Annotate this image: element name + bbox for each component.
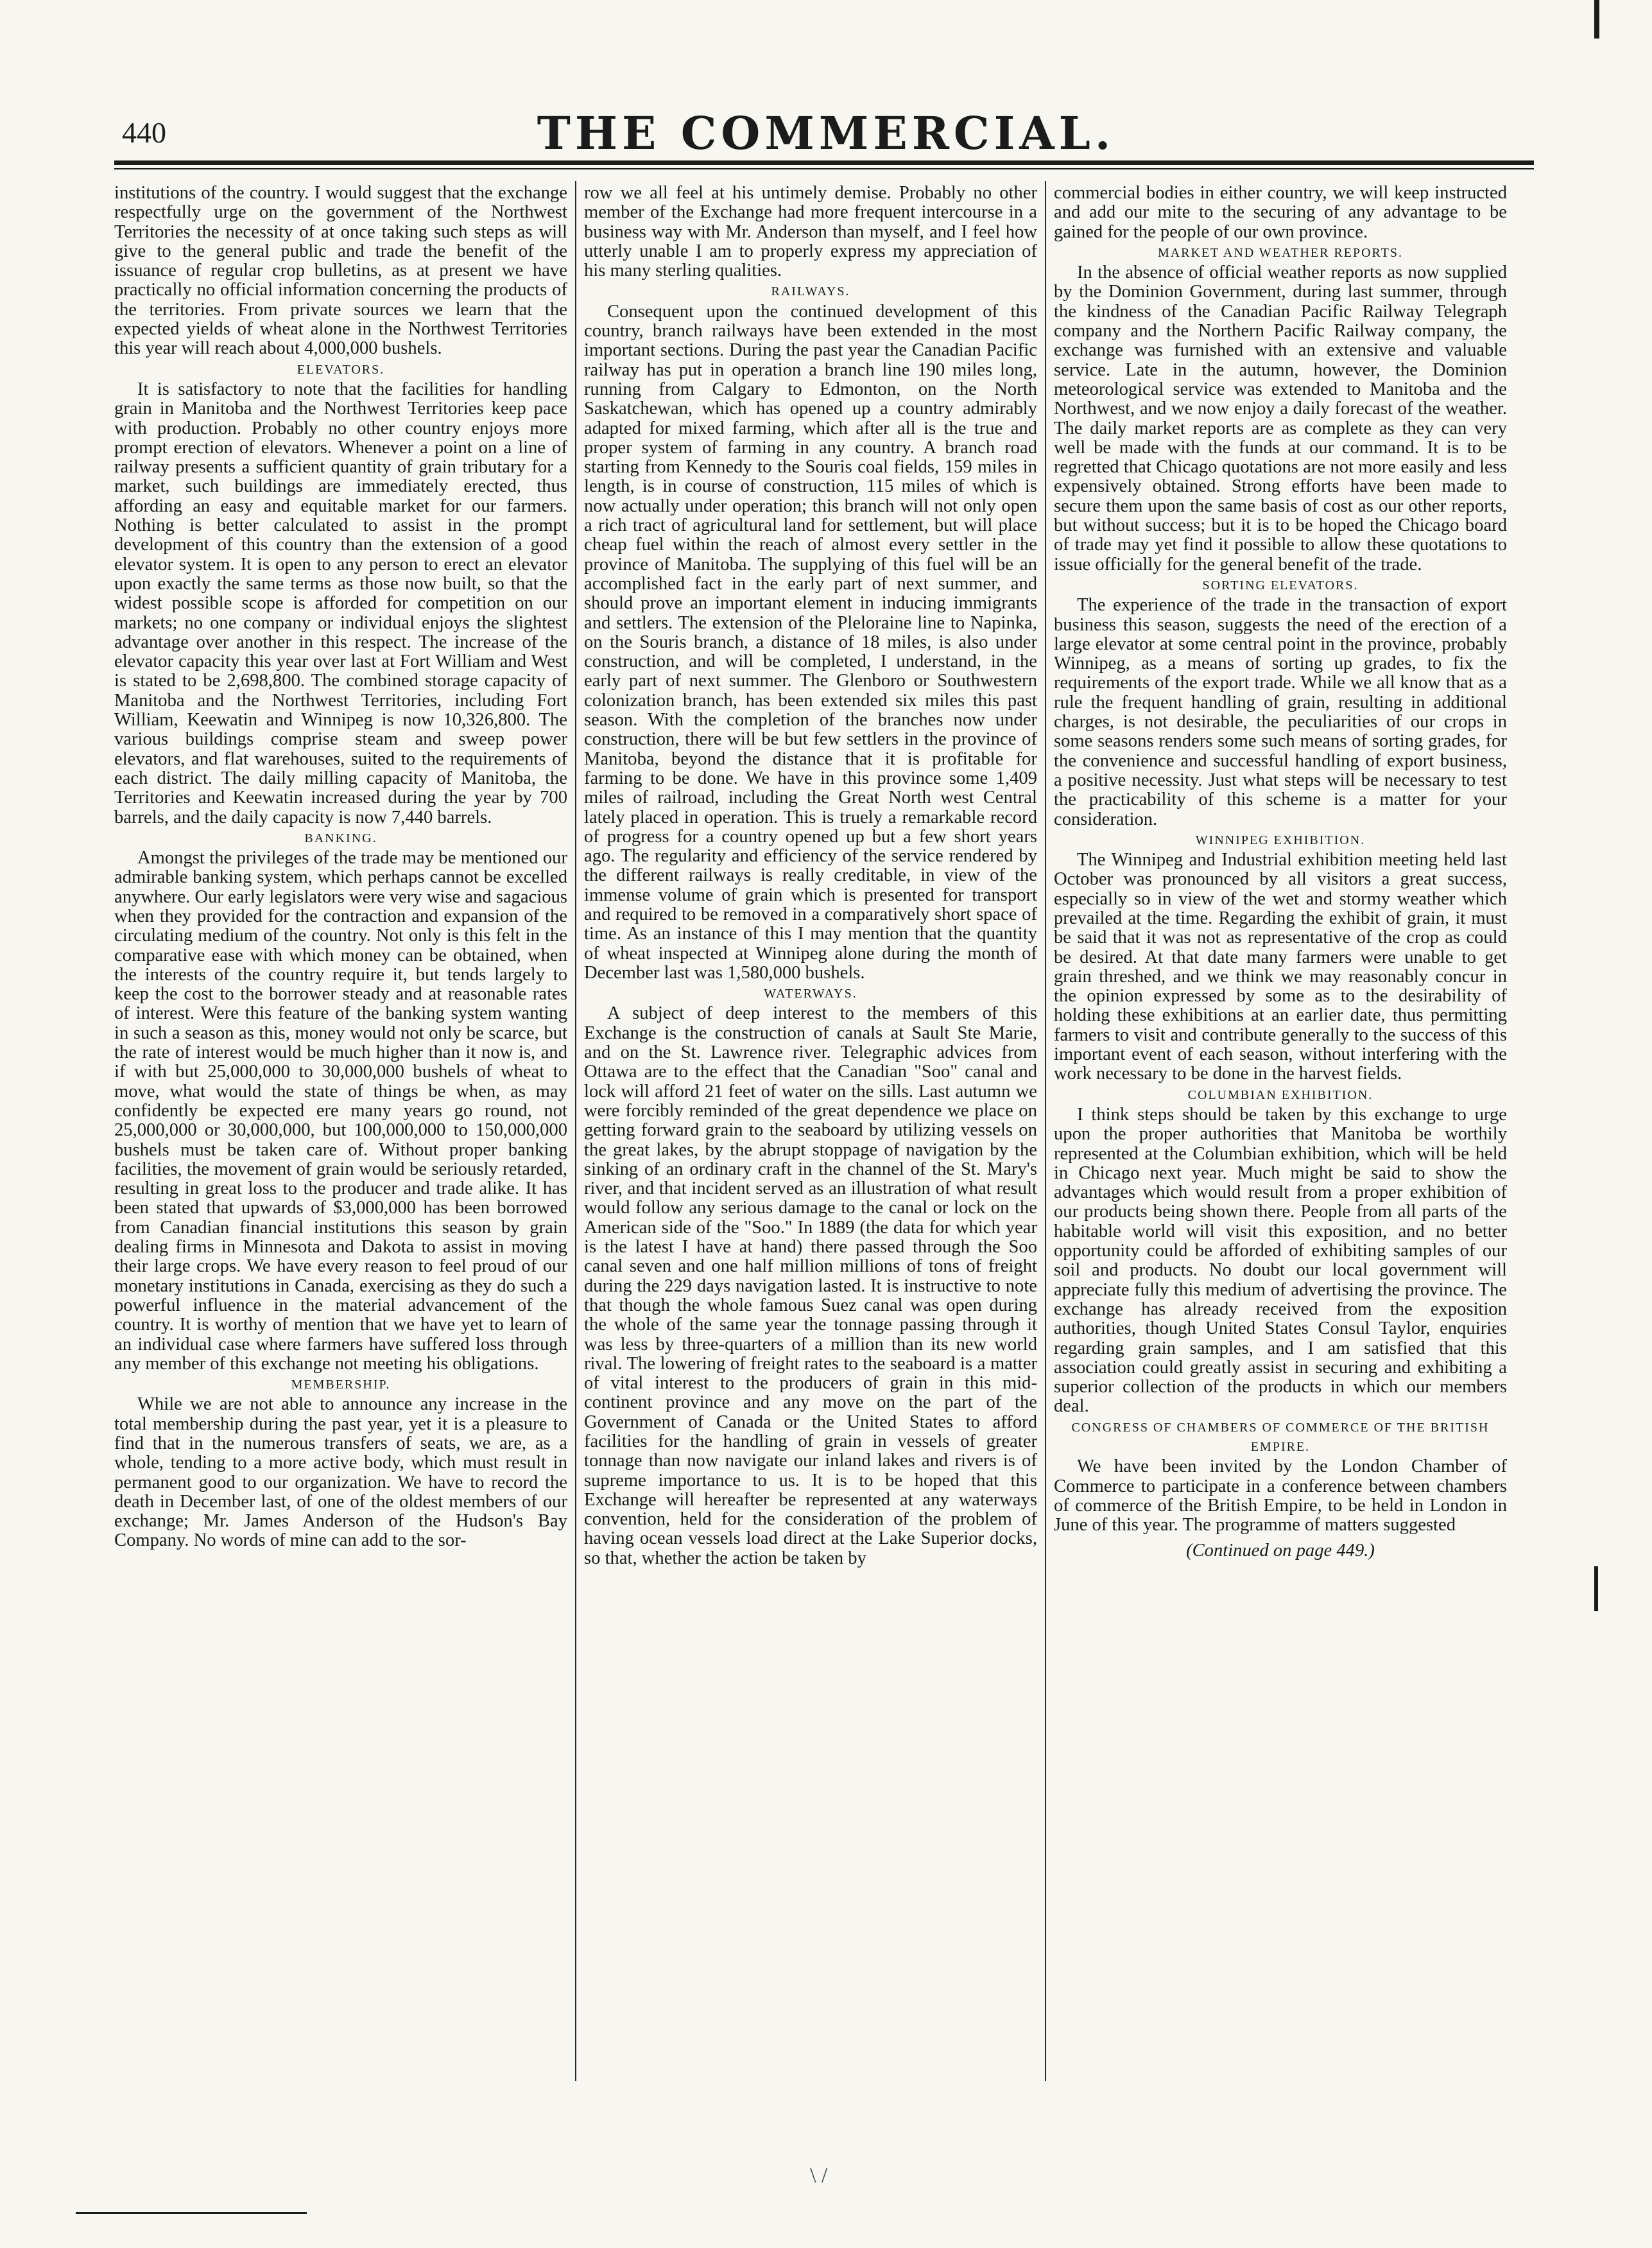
section-heading-elevators: ELEVATORS. bbox=[297, 362, 385, 377]
paragraph: Amongst the privileges of the trade may be mentioned our admirable banking system, which perhaps cannot be excelled anywhere. Our early legislators were very wise and sagacious when they provided for the contraction and expansion of the circulating medium of the country. Not only is this felt in the comparative ease with which money can be obtained, when the interests of the country require it, but tends largely to keep the cost to the borrower steady and at reasonable rates of interest. Were this feature of the banking system wanting in such a season as this, money would not only be scarce, but the rate of interest would be much higher than it now is, and if with but 25,000,000 to 30,000,000 bushels of wheat to move, what would the state of things be when, as may confidently be expected ere many years go round, not 25,000,000 or 30,000,000, but 100,000,000 to 150,000,000 bushels must be taken care of. Without proper banking facilities, the movement of grain would be seriously retarded, resulting in great loss to the producer and trade alike. It has been stated that upwards of $3,000,000 has been borrowed from Canadian financial institutions this season by grain dealing firms in Minnesota and Dakota to assist in moving their large crops. We have every reason to feel proud of our monetary institutions in Canada, exercising as they do such a powerful influence in the material advancement of the country. It is worthy of mention that we have yet to learn of an individual case where farmers have suffered loss through any member of this exchange not meeting his obligations. bbox=[114, 848, 567, 1374]
section-heading-sorting-elevators: SORTING ELEVATORS. bbox=[1202, 578, 1359, 592]
section-heading-columbian-exhibition: COLUMBIAN EXHIBITION. bbox=[1187, 1087, 1373, 1102]
paragraph: row we all feel at his untimely demise. Probably no other member of the Exchange had more frequent intercourse in a business way with Mr. Anderson than myself, and I feel how utterly unable I am to properly express my appreciation of his many sterling qualities. bbox=[584, 184, 1037, 281]
paragraph: institutions of the country. I would suggest that the exchange respectfully urge on the government of the Northwest Territories the necessity of at once taking such steps as will give to the general public and trade the benefit of the issuance of regular crop bulletins, as at present we have practically no official information concerning the products of the territories. From private sources we learn that the expected yields of wheat alone in the Northwest Territories this year will reach about 4,000,000 bushels. bbox=[114, 184, 567, 359]
masthead-rule-thin bbox=[114, 168, 1534, 169]
paragraph: While we are not able to announce any increase in the total membership during the past year, yet it is a pleasure to find that in the numerous transfers of seats, we are, as a whole, tending to a more active body, which must result in permanent good to our organization. We have to record the death in December last, of one of the oldest members of our exchange; Mr. James Anderson of the Hudson's Bay Company. No words of mine can add to the sor- bbox=[114, 1394, 567, 1551]
paragraph: In the absence of official weather reports as now supplied by the Dominion Government, during last summer, through the kindness of the Canadian Pacific Railway Telegraph company and the Northern Pacific Railway company, the exchange was furnished with an extensive and valuable service. Late in the autumn, however, the Dominion meteorological service was extended to Manitoba and the Northwest, and we now enjoy a daily forecast of the weather. The daily market reports are as complete as they can very well be made with the funds at our command. It is to be regretted that Chicago quotations are not more easily and less expensively obtained. Strong efforts have been made to secure them upon the same basis of cost as our other reports, but without success; but it is to be hoped the Chicago board of trade may yet find it possible to allow these quotations to issue officially for the general benefit of the trade. bbox=[1054, 263, 1507, 575]
section-heading-railways: RAILWAYS. bbox=[771, 284, 850, 299]
footer-rule bbox=[76, 2212, 307, 2214]
column-rule-2 bbox=[1045, 181, 1046, 2081]
column-rule-1 bbox=[575, 181, 576, 2081]
paragraph: commercial bodies in either country, we will keep instructed and add our mite to the securing of any advantage to be gained for the people of our own province. bbox=[1054, 184, 1507, 242]
paragraph: The experience of the trade in the transaction of export business this season, suggests the need of the erection of a large elevator at some central point in the province, probably Winnipeg, as a means of sorting up grades, to fix the requirements of the export trade. While we all know that as a rule the frequent handling of grain, resulting in additional charges, is not desirable, the peculiarities of our crops in some seasons renders some such means of sorting grades, for the convenience and successful handling of export business, a positive necessity. Just what steps will be necessary to test the practicability of this scheme is a matter for your consideration. bbox=[1054, 595, 1507, 829]
paragraph: It is satisfactory to note that the facilities for handling grain in Manitoba and the Northwest Territories keep pace with production. Probably no other country enjoys more prompt erection of elevators. Whenever a point on a line of railway presents a sufficient quantity of grain tributary for a market, such buildings are immediately erected, thus affording an easy and equitable market for our farmers. Nothing is better calculated to assist in the prompt development of this country than the extension of a good elevator system. It is open to any person to erect an elevator upon exactly the same terms as those now built, so that the widest possible scope is afforded for competition on our markets; no one company or individual enjoys the slightest advantage over another in this respect. The increase of the elevator capacity this year over last at Fort William and West is stated to be 2,698,800. The combined storage capacity of Manitoba and the Northwest Territories, including Fort William, Keewatin and Winnipeg is now 10,326,800. The various buildings comprise steam and sweep power elevators, and flat warehouses, suited to the requirements of each district. The daily milling capacity of Manitoba, the Territories and Keewatin increased during the year by 700 barrels, and the daily capacity is now 7,440 barrels. bbox=[114, 379, 567, 827]
scan-edge-mark bbox=[1594, 0, 1599, 39]
masthead-title: THE COMMERCIAL. bbox=[537, 107, 1115, 160]
section-heading-banking: BANKING. bbox=[304, 831, 377, 845]
paragraph: The Winnipeg and Industrial exhibition meeting held last October was pronounced by all visitors a great success, especially so in view of the wet and stormy weather which prevailed at the time. Regarding the exhibit of grain, it must be said that it was not as representative of the crop as could be desired. At that date many farmers were unable to get grain threshed, and we think we may reasonably concur in the opinion expressed by some as to the desirability of holding these exhibitions at an earlier date, thus permitting farmers to visit and contribute generally to the success of this important event of each season, without interfering with the work necessary to be done in the harvest fields. bbox=[1054, 850, 1507, 1084]
scan-speck: \ / bbox=[810, 2163, 828, 2187]
section-heading-congress: CONGRESS OF CHAMBERS OF COMMERCE OF THE BRITISH EMPIRE. bbox=[1071, 1420, 1490, 1454]
section-heading-winnipeg-exhibition: WINNIPEG EXHIBITION. bbox=[1195, 833, 1366, 847]
section-heading-market-weather: MARKET AND WEATHER REPORTS. bbox=[1157, 245, 1404, 260]
masthead-rule-thick bbox=[114, 160, 1534, 165]
page-number: 440 bbox=[122, 116, 166, 149]
continued-note: (Continued on page 449.) bbox=[1186, 1541, 1375, 1561]
paragraph: A subject of deep interest to the members of this Exchange is the construction of canals at Sault Ste Marie, and on the St. Lawrence river. Telegraphic advices from Ottawa are to the effect that the Canadian "Soo" canal and lock will afford 21 feet of water on the sills. Last autumn we were forcibly reminded of the great dependence we place on getting forward grain to the seaboard by utilizing vessels on the great lakes, by the abrupt stoppage of navigation by the sinking of an ordinary craft in the channel of the St. Mary's river, and that incident served as an illustration of what result would follow any serious damage to the canal or lock on the American side of the "Soo." In 1889 (the data for which year is the latest I have at hand) there passed through the Soo canal seven and one half million millions of tons of freight during the 229 days navigation lasted. It is instructive to note that though the whole famous Suez canal was open during the whole of the same year the tonnage passing through it was less by three-quarters of a million than its new world rival. The lowering of freight rates to the seaboard is a matter of vital interest to the producers of grain in this mid-continent province and any move on the part of the Government of Canada or the United States to afford facilities for the handling of grain in vessels of greater tonnage than now navigate our inland lakes and rivers is of supreme importance to us. It is to be hoped that this Exchange will hereafter be represented at any waterways convention, held for the consideration of the problem of having ocean vessels load direct at the Lake Superior docks, so that, whether the action be taken by bbox=[584, 1003, 1037, 1568]
article-column-1 bbox=[114, 184, 567, 2077]
section-heading-membership: MEMBERSHIP. bbox=[291, 1378, 391, 1392]
scan-edge-mark bbox=[1594, 1566, 1598, 1611]
article-column-2 bbox=[584, 184, 1037, 2077]
paragraph: Consequent upon the continued development of this country, branch railways have been extended in the most important sections. During the past year the Canadian Pacific railway has put in operation a branch line 190 miles long, running from Calgary to Edmonton, on the North Saskatchewan, which has opened up a country admirably adapted for mixed farming, which after all is the true and proper system of farming in any country. A branch road starting from Kennedy to the Souris coal fields, 159 miles in length, is in course of construction, 115 miles of which is now actually under operation; this branch will not only open a rich tract of agricultural land for settlement, but will place cheap fuel within the reach of almost every settler in the province of Manitoba. The supplying of this fuel will be an accomplished fact in the early part of next summer, and should prove an important element in inducing immigrants and settlers. The extension of the Pleloraine line to Napinka, on the Souris branch, a distance of 18 miles, is also under construction, and will be completed, I understand, in the early part of next summer. The Glenboro or Southwestern colonization branch, has been extended six miles this past season. With the completion of the branches now under construction, there will be but few settlers in the province of Manitoba, beyond the distance that it is profitable for farming to be done. We have in this province some 1,409 miles of railroad, including the Great North west Central lately placed in operation. This is truely a remarkable record of progress for a country opened up but a few short years ago. The regularity and efficiency of the service rendered by the different railways is really creditable, in view of the immense volume of grain which is presented for transport and required to be removed in a comparatively short space of time. As an instance of this I may mention that the quantity of wheat inspected at Winnipeg alone during the month of December last was 1,580,000 bushels. bbox=[584, 301, 1037, 983]
paragraph: We have been invited by the London Chamber of Commerce to participate in a conference between chambers of commerce of the British Empire, to be held in London in June of this year. The programme of matters suggested bbox=[1054, 1457, 1507, 1535]
section-heading-waterways: WATERWAYS. bbox=[764, 987, 857, 1001]
article-column-3 bbox=[1054, 184, 1507, 2077]
paragraph: I think steps should be taken by this exchange to urge upon the proper authorities that Manitoba be worthily represented at the Columbian exhibition, which will be held in Chicago next year. Much might be said to show the advantages which would result from a proper exhibition of our products being shown there. People from all parts of the habitable world will visit this exposition, and no better opportunity could be afforded of exhibiting samples of our soil and products. No doubt our local government will appreciate fully this medium of advertising the province. The exchange has already received from the exposition authorities, though United States Consul Taylor, enquiries regarding grain samples, and I am satisfied that this association could greatly assist in securing and exhibiting a superior collection of the products in which our members deal. bbox=[1054, 1104, 1507, 1417]
